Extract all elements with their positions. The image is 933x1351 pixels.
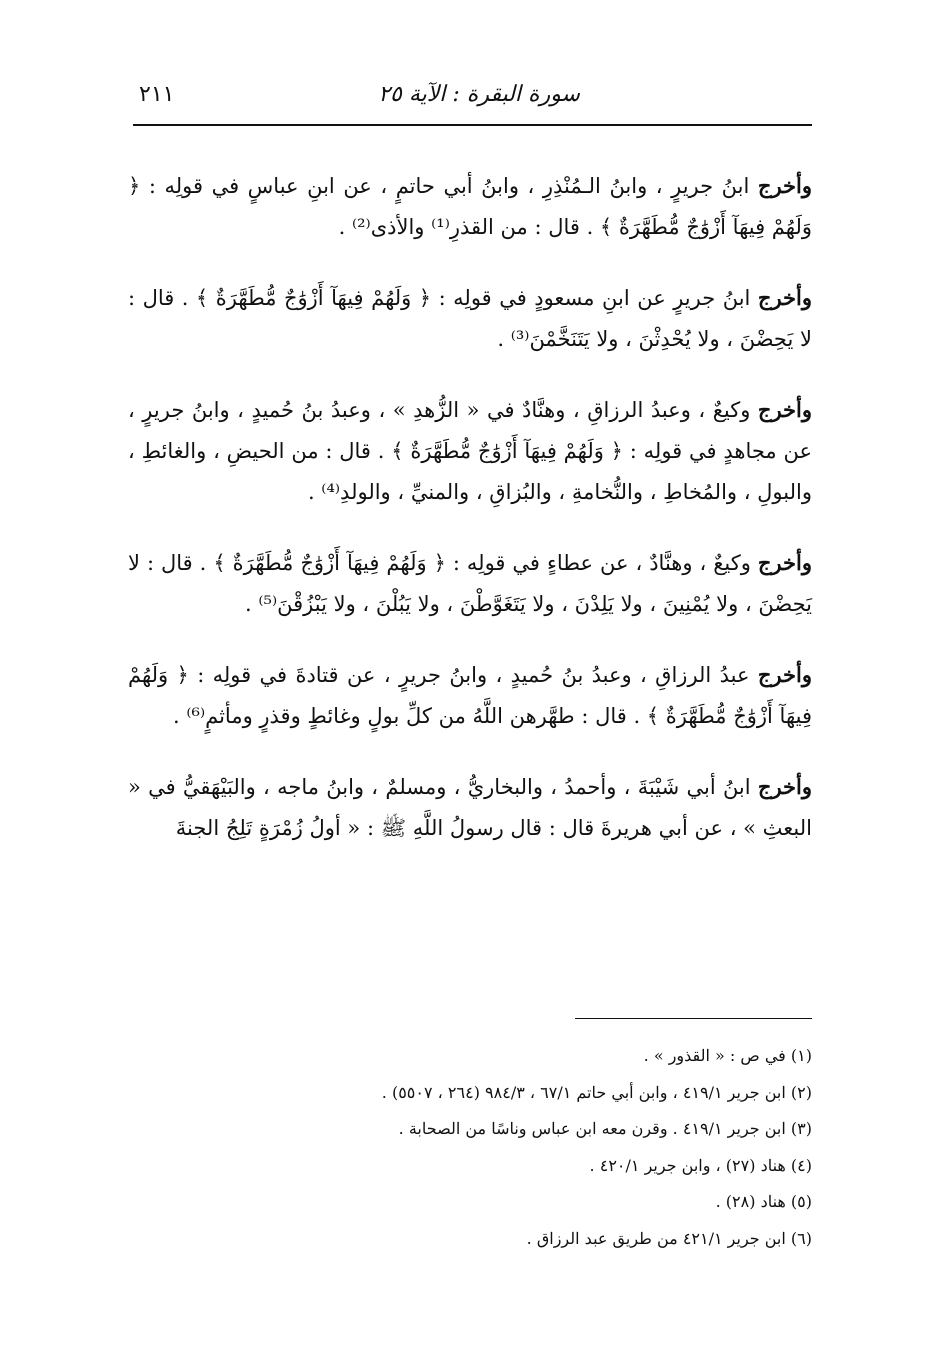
footnote-rule	[575, 1018, 812, 1019]
paragraph-text: عبدُ الرزاقِ ، وعبدُ بنُ حُميدٍ ، وابنُ جريرٍ ، عن قتادةَ في قولِه : ﴿ وَلَهُمْ فِيهَآ أَزْوَٰجٌ مُّطَهَّرَةٌ ﴾ . قال : طهَّرهن اللَّهُ من كلِّ بولٍ وغائطٍ وقذرٍ ومأثمٍ⁽⁶⁾ .	[128, 663, 812, 728]
running-header	[135, 78, 810, 118]
header-rule	[133, 124, 812, 126]
paragraph-lead: وأخرج	[757, 173, 813, 198]
footnotes	[240, 1038, 812, 1257]
paragraph-text: ابنُ جريرٍ ، وابنُ الـمُنْذِرِ ، وابنُ أبي حاتمٍ ، عن ابنِ عباسٍ في قولِه : ﴿ وَلَهُمْ فِيهَآ أَزْوَٰجٌ مُّطَهَّرَةٌ ﴾ . قال : من القذرِ⁽¹⁾ والأذى⁽²⁾ .	[128, 174, 812, 239]
paragraph	[128, 542, 812, 625]
paragraph	[128, 654, 812, 737]
paragraph	[128, 165, 812, 248]
paragraph	[128, 277, 812, 360]
footnote: (١) في ص : « القذور » .	[643, 1046, 812, 1065]
paragraph	[128, 389, 812, 513]
paragraph-lead: وأخرج	[757, 550, 812, 575]
paragraph-text: وكيعٌ ، وعبدُ الرزاقِ ، وهنَّادٌ في « الزُّهدِ » ، وعبدُ بنُ حُميدٍ ، وابنُ جريرٍ ، عن مجاهدٍ في قولِه : ﴿ وَلَهُمْ فِيهَآ أَزْوَٰجٌ مُّطَهَّرَةٌ ﴾ . قال : من الحيضِ ، والغائطِ ، والبولِ ، والمُخاطِ ، والنُّخامةِ ، والبُزاقِ ، والمنيِّ ، والولدِ⁽⁴⁾ .	[128, 398, 812, 504]
paragraph-lead: وأخرج	[757, 285, 812, 310]
paragraph-lead: وأخرج	[757, 774, 813, 799]
footnote: (٢) ابن جرير ٤١٩/١ ، وابن أبي حاتم ٦٧/١ ، ٩٨٤/٣ (٢٦٤ ، ٥٥٠٧) .	[381, 1082, 812, 1102]
main-text	[128, 165, 812, 878]
paragraph	[128, 766, 812, 849]
page-number: ٢١١	[139, 82, 175, 107]
paragraph-text: ابنُ أبي شَيْبَةَ ، وأحمدُ ، والبخاريُّ ، ومسلمٌ ، وابنُ ماجه ، والبَيْهَقيُّ في « البعثِ » ، عن أبي هريرةَ قال : قال رسولُ اللَّهِ ﷺ : « أولُ زُمْرَةٍ تَلِجُ الجنةَ	[128, 775, 812, 840]
footnote: (٣) ابن جرير ٤١٩/١ . وقرن معه ابن عباس وناسًا من الصحابة .	[398, 1119, 812, 1138]
footnote: (٥) هناد (٢٨) .	[715, 1192, 812, 1211]
footnote: (٦) ابن جرير ٤٢١/١ من طريق عبد الرزاق .	[526, 1228, 812, 1248]
footnote: (٤) هناد (٢٧) ، وابن جرير ٤٢٠/١ .	[589, 1155, 812, 1175]
surah-title: سورة البقرة : الآية ٢٥	[378, 82, 580, 107]
paragraph-lead: وأخرج	[757, 397, 812, 422]
paragraph-text: ابنُ جريرٍ عن ابنِ مسعودٍ في قولِه : ﴿ وَلَهُمْ فِيهَآ أَزْوَٰجٌ مُّطَهَّرَةٌ ﴾ . قال : لا يَحِضْنَ ، ولا يُحْدِثْنَ ، ولا يَتَنَخَّمْنَ⁽³⁾ .	[128, 286, 812, 351]
paragraph-lead: وأخرج	[757, 662, 812, 687]
paragraph-text: وكيعٌ ، وهنَّادٌ ، عن عطاءٍ في قولِه : ﴿ وَلَهُمْ فِيهَآ أَزْوَٰجٌ مُّطَهَّرَةٌ ﴾ . قال : لا يَحِضْنَ ، ولا يُمْنِينَ ، ولا يَلِدْنَ ، ولا يَتَغَوَّطْنَ ، ولا يَبُلْنَ ، ولا يَبْزُقْنَ⁽⁵⁾ .	[128, 551, 812, 616]
